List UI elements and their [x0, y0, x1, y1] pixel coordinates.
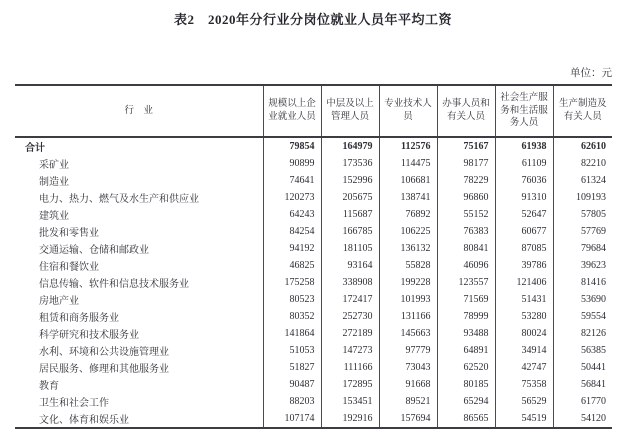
- value-cell-technicians: 138741: [379, 189, 437, 206]
- col-header-industry: 行 业: [15, 85, 263, 137]
- value-cell-clerical: 65294: [437, 393, 495, 410]
- industry-name-cell: 信息传输、软件和信息技术服务业: [39, 279, 189, 290]
- value-cell-service-workers: 87085: [495, 240, 553, 257]
- col-header-managers: 中层及以上管理人员: [321, 85, 379, 137]
- industry-name-cell: 制造业: [39, 177, 69, 188]
- value-cell-technicians: 97779: [379, 342, 437, 359]
- value-cell-all-employees: 84254: [263, 223, 321, 240]
- value-cell-clerical: 75167: [437, 137, 495, 155]
- value-cell-service-workers: 51431: [495, 291, 553, 308]
- industry-name-cell: 电力、热力、燃气及水生产和供应业: [39, 194, 199, 205]
- value-cell-managers: 111166: [321, 359, 379, 376]
- value-cell-managers: 153451: [321, 393, 379, 410]
- value-cell-all-employees: 46825: [263, 257, 321, 274]
- value-cell-technicians: 76892: [379, 206, 437, 223]
- table-row: [15, 137, 612, 155]
- industry-name-cell: 文化、体育和娱乐业: [39, 415, 129, 426]
- value-cell-managers: 172417: [321, 291, 379, 308]
- col-header-all-employees: 规模以上企业就业人员: [263, 85, 321, 137]
- value-cell-service-workers: 76036: [495, 172, 553, 189]
- value-cell-clerical: 86565: [437, 410, 495, 428]
- col-header-production: 生产制造及有关人员: [553, 85, 612, 137]
- value-cell-clerical: 46096: [437, 257, 495, 274]
- value-cell-production: 62610: [553, 137, 612, 155]
- value-cell-service-workers: 42747: [495, 359, 553, 376]
- value-cell-clerical: 78229: [437, 172, 495, 189]
- value-cell-all-employees: 51827: [263, 359, 321, 376]
- value-cell-service-workers: 56529: [495, 393, 553, 410]
- value-cell-technicians: 199228: [379, 274, 437, 291]
- table-body: [15, 137, 612, 428]
- value-cell-technicians: 145663: [379, 325, 437, 342]
- value-cell-all-employees: 107174: [263, 410, 321, 428]
- value-cell-managers: 181105: [321, 240, 379, 257]
- table-row: [15, 223, 612, 240]
- table-row: [15, 240, 612, 257]
- value-cell-managers: 166785: [321, 223, 379, 240]
- value-cell-all-employees: 74641: [263, 172, 321, 189]
- value-cell-all-employees: 88203: [263, 393, 321, 410]
- value-cell-all-employees: 175258: [263, 274, 321, 291]
- industry-name-cell: 合计: [25, 143, 45, 154]
- value-cell-production: 79684: [553, 240, 612, 257]
- table-row: [15, 155, 612, 172]
- value-cell-clerical: 76383: [437, 223, 495, 240]
- industry-name-cell: 批发和零售业: [39, 228, 99, 239]
- industry-name-cell: 房地产业: [39, 296, 79, 307]
- unit-label: 单位：元: [570, 68, 612, 79]
- value-cell-clerical: 64891: [437, 342, 495, 359]
- industry-name-cell: 居民服务、修理和其他服务业: [39, 364, 169, 375]
- value-cell-managers: 115687: [321, 206, 379, 223]
- value-cell-service-workers: 91310: [495, 189, 553, 206]
- table-row: [15, 376, 612, 393]
- value-cell-clerical: 93488: [437, 325, 495, 342]
- value-cell-clerical: 96860: [437, 189, 495, 206]
- table-row: [15, 189, 612, 206]
- table-row: [15, 410, 612, 428]
- table-row: [15, 325, 612, 342]
- value-cell-production: 53690: [553, 291, 612, 308]
- value-cell-managers: 272189: [321, 325, 379, 342]
- industry-name-cell: 租赁和商务服务业: [39, 313, 119, 324]
- value-cell-managers: 152996: [321, 172, 379, 189]
- col-header-technicians: 专业技术人员: [379, 85, 437, 137]
- value-cell-technicians: 101993: [379, 291, 437, 308]
- value-cell-all-employees: 64243: [263, 206, 321, 223]
- industry-name-cell: 水利、环境和公共设施管理业: [39, 347, 169, 358]
- value-cell-service-workers: 60677: [495, 223, 553, 240]
- value-cell-production: 54120: [553, 410, 612, 428]
- value-cell-clerical: 78999: [437, 308, 495, 325]
- value-cell-production: 82126: [553, 325, 612, 342]
- value-cell-service-workers: 54519: [495, 410, 553, 428]
- value-cell-production: 57805: [553, 206, 612, 223]
- value-cell-service-workers: 61109: [495, 155, 553, 172]
- table-row: [15, 359, 612, 376]
- value-cell-production: 59554: [553, 308, 612, 325]
- value-cell-production: 56841: [553, 376, 612, 393]
- value-cell-managers: 93164: [321, 257, 379, 274]
- value-cell-clerical: 55152: [437, 206, 495, 223]
- value-cell-managers: 173536: [321, 155, 379, 172]
- value-cell-production: 81416: [553, 274, 612, 291]
- value-cell-service-workers: 75358: [495, 376, 553, 393]
- value-cell-clerical: 71569: [437, 291, 495, 308]
- industry-name-cell: 住宿和餐饮业: [39, 262, 99, 273]
- value-cell-technicians: 131166: [379, 308, 437, 325]
- value-cell-production: 109193: [553, 189, 612, 206]
- value-cell-all-employees: 120273: [263, 189, 321, 206]
- value-cell-production: 50441: [553, 359, 612, 376]
- table-row: [15, 291, 612, 308]
- value-cell-managers: 338908: [321, 274, 379, 291]
- value-cell-all-employees: 80352: [263, 308, 321, 325]
- value-cell-technicians: 106225: [379, 223, 437, 240]
- value-cell-service-workers: 61938: [495, 137, 553, 155]
- value-cell-managers: 147273: [321, 342, 379, 359]
- value-cell-technicians: 55828: [379, 257, 437, 274]
- value-cell-managers: 205675: [321, 189, 379, 206]
- industry-name-cell: 交通运输、仓储和邮政业: [39, 245, 149, 256]
- value-cell-clerical: 123557: [437, 274, 495, 291]
- value-cell-technicians: 112576: [379, 137, 437, 155]
- value-cell-all-employees: 141864: [263, 325, 321, 342]
- table-row: [15, 342, 612, 359]
- value-cell-service-workers: 34914: [495, 342, 553, 359]
- value-cell-clerical: 80841: [437, 240, 495, 257]
- table-row: [15, 274, 612, 291]
- table-row: [15, 206, 612, 223]
- value-cell-service-workers: 53280: [495, 308, 553, 325]
- industry-name-cell: 科学研究和技术服务业: [39, 330, 139, 341]
- value-cell-managers: 172895: [321, 376, 379, 393]
- value-cell-service-workers: 80024: [495, 325, 553, 342]
- col-header-clerical: 办事人员和有关人员: [437, 85, 495, 137]
- value-cell-technicians: 114475: [379, 155, 437, 172]
- industry-name-cell: 教育: [39, 381, 59, 392]
- value-cell-production: 82210: [553, 155, 612, 172]
- value-cell-all-employees: 79854: [263, 137, 321, 155]
- table-row: [15, 257, 612, 274]
- value-cell-technicians: 106681: [379, 172, 437, 189]
- industry-name-cell: 采矿业: [39, 160, 69, 171]
- value-cell-production: 56385: [553, 342, 612, 359]
- wage-table: [15, 84, 612, 429]
- value-cell-clerical: 98177: [437, 155, 495, 172]
- value-cell-managers: 164979: [321, 137, 379, 155]
- table-row: [15, 172, 612, 189]
- value-cell-all-employees: 90899: [263, 155, 321, 172]
- value-cell-service-workers: 52647: [495, 206, 553, 223]
- value-cell-technicians: 89521: [379, 393, 437, 410]
- value-cell-service-workers: 39786: [495, 257, 553, 274]
- table-row: [15, 308, 612, 325]
- value-cell-technicians: 73043: [379, 359, 437, 376]
- header-row: [15, 85, 612, 137]
- value-cell-service-workers: 121406: [495, 274, 553, 291]
- col-header-service-workers: 社会生产服务和生活服务人员: [495, 85, 553, 137]
- value-cell-managers: 252730: [321, 308, 379, 325]
- value-cell-all-employees: 94192: [263, 240, 321, 257]
- value-cell-production: 57769: [553, 223, 612, 240]
- value-cell-technicians: 136132: [379, 240, 437, 257]
- industry-name-cell: 建筑业: [39, 211, 69, 222]
- table-row: [15, 393, 612, 410]
- value-cell-production: 39623: [553, 257, 612, 274]
- value-cell-clerical: 62520: [437, 359, 495, 376]
- value-cell-all-employees: 90487: [263, 376, 321, 393]
- value-cell-clerical: 80185: [437, 376, 495, 393]
- value-cell-all-employees: 51053: [263, 342, 321, 359]
- industry-name-cell: 卫生和社会工作: [39, 398, 109, 409]
- table-header: [15, 85, 612, 137]
- value-cell-technicians: 91668: [379, 376, 437, 393]
- value-cell-technicians: 157694: [379, 410, 437, 428]
- page-title: 表2 2020年分行业分岗位就业人员年平均工资: [173, 12, 452, 27]
- value-cell-production: 61770: [553, 393, 612, 410]
- value-cell-all-employees: 80523: [263, 291, 321, 308]
- value-cell-production: 61324: [553, 172, 612, 189]
- value-cell-managers: 192916: [321, 410, 379, 428]
